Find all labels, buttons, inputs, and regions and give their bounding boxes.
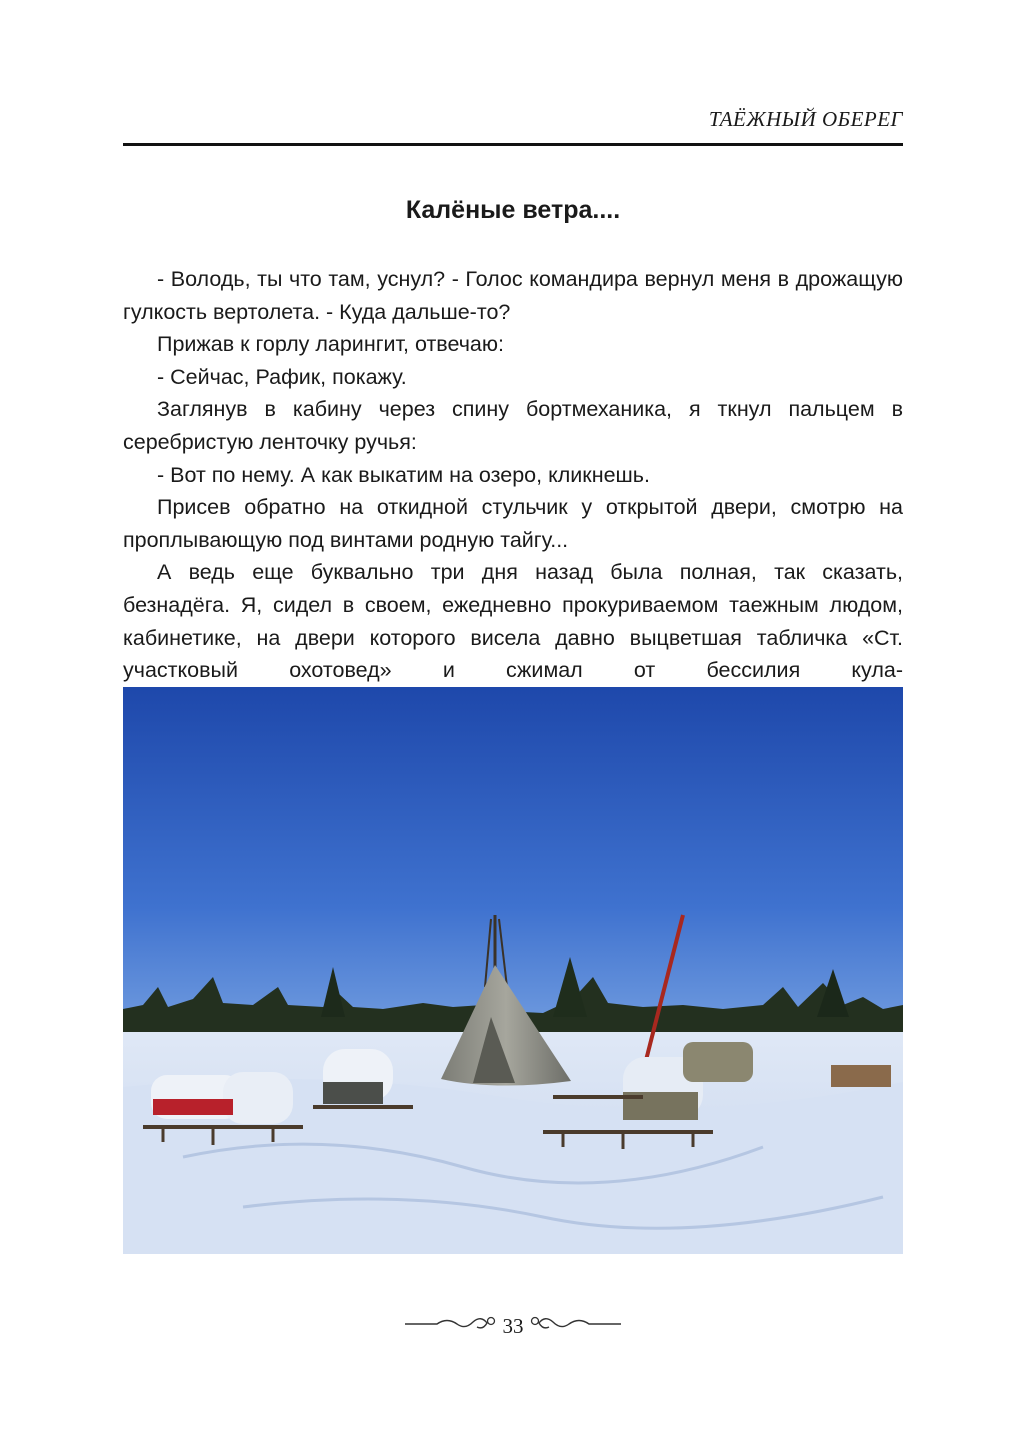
chapter-title: Калёные ветра.... bbox=[405, 196, 621, 224]
body-text bbox=[123, 263, 903, 687]
running-title: ТАЁЖНЫЙ ОБЕРЕГ bbox=[708, 107, 903, 131]
tundra-camp-photo bbox=[123, 687, 903, 1254]
red-cloth bbox=[153, 1099, 233, 1115]
paragraph: Прижав к горлу ларингит, отвечаю: bbox=[157, 332, 504, 357]
sledge-cargo bbox=[323, 1082, 383, 1104]
header-rule bbox=[123, 143, 903, 146]
page-footer bbox=[403, 1309, 623, 1341]
page-number: 33 bbox=[502, 1314, 524, 1338]
sledge-load bbox=[223, 1072, 293, 1124]
paragraph: - Вот по нему. А как выкатим на озеро, кликнешь. bbox=[157, 462, 650, 487]
paragraph: - Володь, ты что там, уснул? - Голос командира вернул меня в дрожащую гулкость вертолета. - Куда дальше-то? bbox=[123, 267, 903, 324]
paragraph: Присев обратно на откидной стульчик у открытой двери, смотрю на проплывающую под винтами родную тайгу... bbox=[123, 495, 903, 552]
paragraph: Заглянув в кабину через спину бортмеханика, я ткнул пальцем в серебристую ленточку ручья: bbox=[123, 397, 903, 454]
woodpile bbox=[831, 1065, 891, 1087]
paragraph: А ведь еще буквально три дня назад была полная, так сказать, безнадёга. Я, сидел в своем, ежедневно прокуриваемом таежным людом, кабинетике, на двери которого висела давно выцветшая табличка «Ст. участковый охотовед» и сжимал от бессилия кула- bbox=[123, 560, 903, 683]
paragraph: - Сейчас, Рафик, покажу. bbox=[157, 364, 407, 389]
right-cargo bbox=[683, 1042, 753, 1082]
